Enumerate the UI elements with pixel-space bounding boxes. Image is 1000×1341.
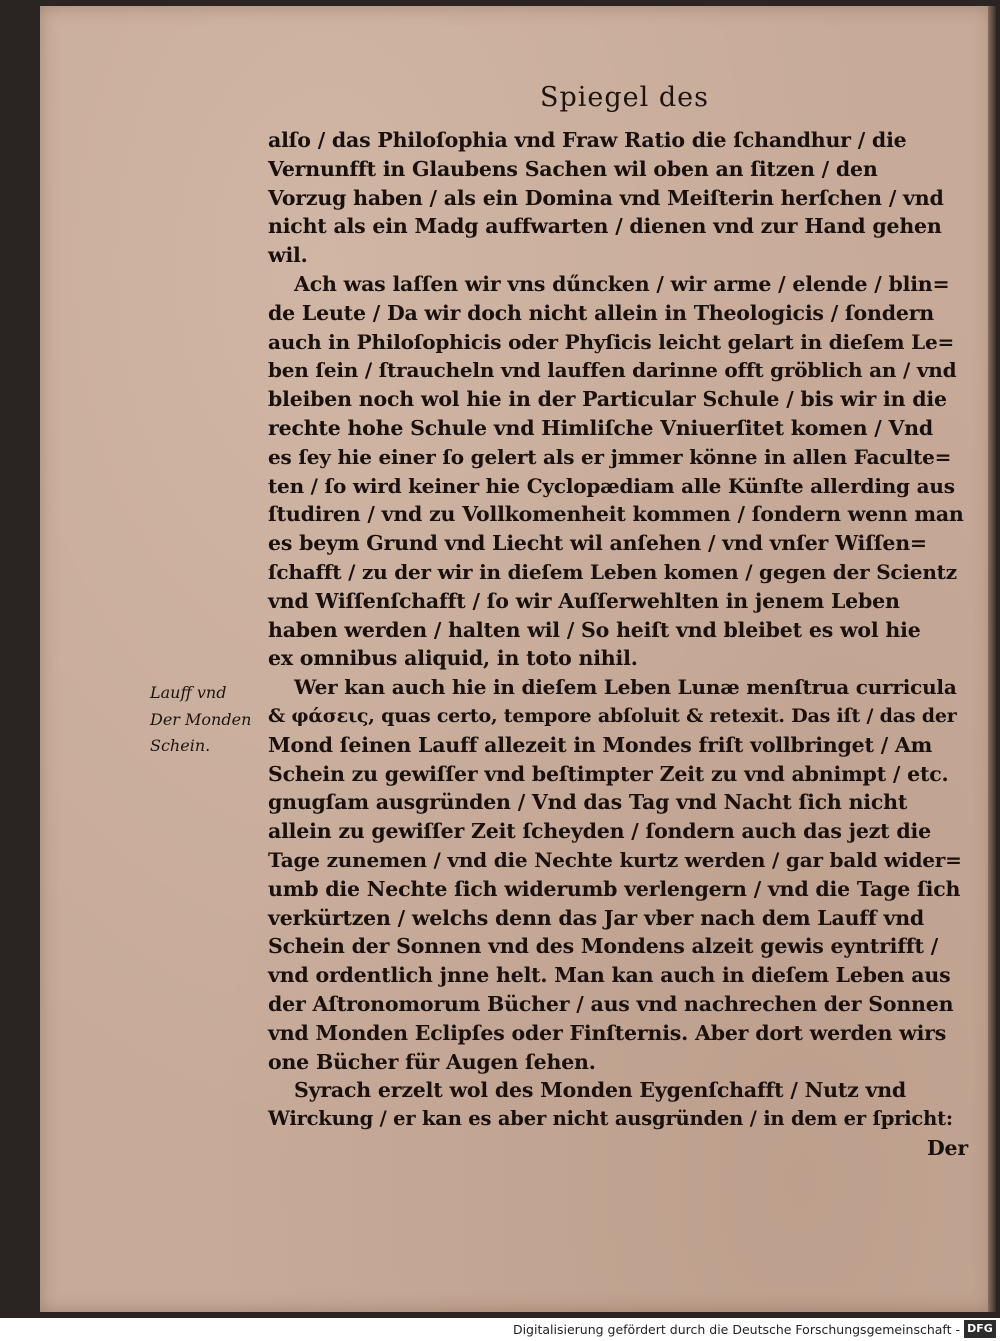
text-line: vnd ordentlich jnne helt. Man kan auch in dieſem Leben aus xyxy=(268,963,951,988)
text-line: & φάσεις, quas certo, tempore abſoluit & retexit. Das iſt / das der xyxy=(268,704,957,727)
text-line: Wirckung / er kan es aber nicht ausgründen / in dem er ſpricht: xyxy=(268,1107,953,1131)
margin-note-line: Schein. xyxy=(150,736,211,755)
text-line: Vorzug haben / als ein Domina vnd Meiſterin herſchen / vnd xyxy=(268,185,944,210)
text-line: ben ſein / ſtraucheln vnd lauffen darinne offt gröblich an / vnd xyxy=(268,358,957,383)
body-text xyxy=(268,126,968,1163)
text-line: Vernunfft in Glaubens Sachen wil oben an ſitzen / den xyxy=(268,156,878,181)
text-line: verkürtzen / welchs denn das Jar vber nach dem Lauff vnd xyxy=(268,905,925,930)
text-line: Schein zu gewiſſer vnd beſtimpter Zeit zu vnd abnimpt / etc. xyxy=(268,761,949,786)
text-line: auch in Philoſophicis oder Phyſicis leicht gelart in dieſem Le= xyxy=(268,329,955,354)
text-line: ſchafft / zu der wir in dieſem Leben komen / gegen der Scientz xyxy=(268,559,957,584)
text-line: Ach was laſſen wir vns dűncken / wir arme / elende / blin= xyxy=(294,271,950,296)
text-line: gnugſam ausgründen / Vnd das Tag vnd Nacht ſich nicht xyxy=(268,790,908,815)
text-line: es ſey hie einer ſo gelert als er jmmer könne in allen Faculte= xyxy=(268,444,952,469)
running-head: Spiegel des xyxy=(540,82,709,113)
catchword: Der xyxy=(926,1135,968,1160)
text-line: Mond ſeinen Lauff allezeit in Mondes friſt vollbringet / Am xyxy=(268,732,933,757)
text-line: Schein der Sonnen vnd des Mondens alzeit gewis eyntrifft / xyxy=(268,934,939,959)
text-line: haben werden / halten wil / So heiſt vnd bleibet es wol hie xyxy=(268,617,921,642)
page-edge-shadow xyxy=(988,6,996,1312)
text-line: bleiben noch wol hie in der Particular Schule / bis wir in die xyxy=(268,387,947,412)
dfg-logo: DFG xyxy=(964,1320,996,1338)
text-line: Tage zunemen / vnd die Nechte kurtz werden / gar bald wider= xyxy=(268,847,962,872)
text-line: vnd Wiſſenſchafft / ſo wir Auſſerwehlten in jenem Leben xyxy=(268,588,900,613)
text-line: de Leute / Da wir doch nicht allein in Theologicis / ſondern xyxy=(268,300,935,325)
text-line: allein zu gewiſſer Zeit ſcheyden / ſondern auch das jezt die xyxy=(268,819,931,844)
text-line: Syrach erzelt wol des Monden Eygenſchafft / Nutz vnd xyxy=(294,1078,907,1103)
text-line: ex omnibus aliquid, in toto nihil. xyxy=(268,646,638,671)
digitization-footer xyxy=(0,1318,1000,1341)
text-line: alſo / das Philoſophia vnd Fraw Ratio die ſchandhur / die xyxy=(268,128,907,152)
text-line: umb die Nechte ſich widerumb verlengern / vnd die Tage ſich xyxy=(268,876,961,901)
margin-note-line: Lauff vnd xyxy=(150,683,227,702)
text-line: rechte hohe Schule vnd Himliſche Vniuerſitet komen / Vnd xyxy=(268,415,933,440)
text-line: one Bücher für Augen ſehen. xyxy=(268,1049,596,1074)
text-line: Wer kan auch hie in dieſem Leben Lunæ menſtrua curricula xyxy=(294,675,957,700)
text-line: nicht als ein Madg auffwarten / dienen vnd zur Hand gehen xyxy=(268,214,942,239)
margin-note xyxy=(150,680,265,760)
funding-notice: Digitalisierung gefördert durch die Deutsche Forschungsgemeinschaft - xyxy=(512,1322,960,1337)
text-line: der Aſtronomorum Bücher / aus vnd nachrechen der Sonnen xyxy=(268,991,954,1016)
text-line: wil. xyxy=(268,243,308,268)
text-line: vnd Monden Eclipſes oder Finſternis. Aber dort werden wirs xyxy=(268,1020,947,1045)
text-line: es beym Grund vnd Liecht wil anſehen / vnd vnſer Wiſſen= xyxy=(268,531,927,556)
margin-note-line: Der Monden xyxy=(150,709,252,729)
text-line: ſtudiren / vnd zu Vollkomenheit kommen / ſondern wenn man xyxy=(268,502,964,527)
text-line: ten / ſo wird keiner hie Cyclopædiam alle Künſte allerding aus xyxy=(268,473,955,498)
